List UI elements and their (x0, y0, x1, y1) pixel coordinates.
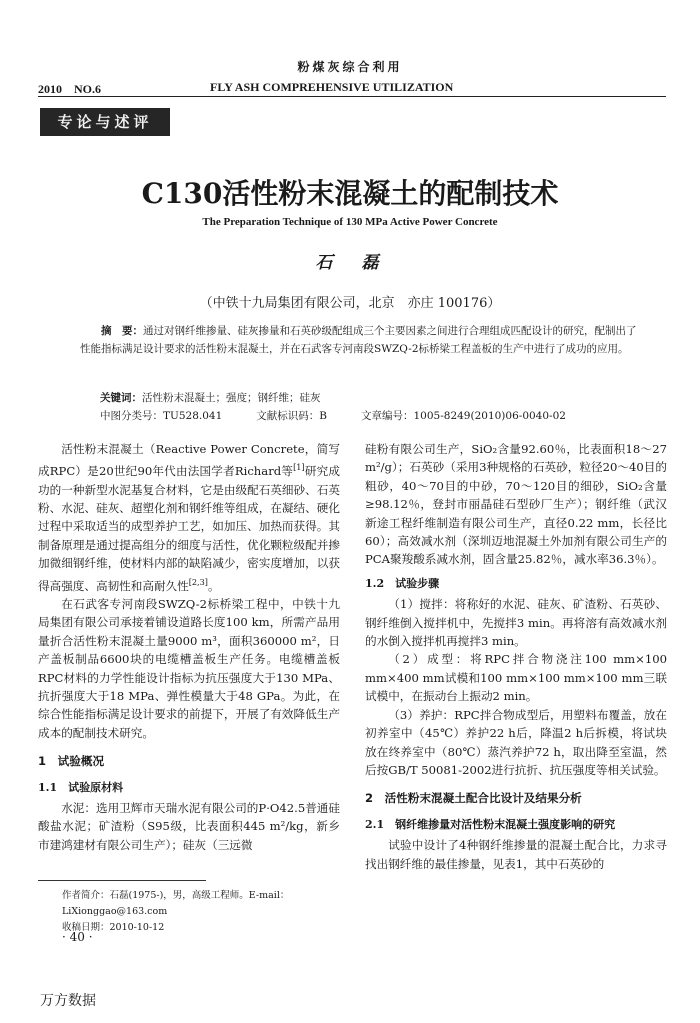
project-paragraph: 在石武客专河南段SWZQ-2标桥梁工程中，中铁十九局集团有限公司承接着铺设道路长度100 km，所需产品用量折合活性粉末混凝土量9000 m³，面积360000 m²，日产盖板制品6600块的电缆槽盖板生产任务。电缆槽盖板RPC材料的力学性能设计指标为抗压强度大于130 MPa、抗折强度大于18 MPa、弹性模量大于48 GPa。为此，在综合性能指标满足设计要求的前提下，开展了有效降低生产成本的配制技术研究。 (38, 596, 340, 740)
article-number: 文章编号：1005-8249(2010)06-0040-02 (361, 410, 566, 422)
fiber-study-paragraph: 试验中设计了4种钢纤维掺量的混凝土配合比，力求寻找出钢纤维的最佳掺量，见表1，其中石英砂的 (365, 838, 667, 871)
left-column (38, 440, 340, 854)
intro-paragraph: 活性粉末混凝土（Reactive Power Concrete，简写成RPC）是20世纪90年代由法国学者Richard等[1]研究成功的一种新型水泥基复合材料，它是由级配石英细砂、石英粉、水泥、硅灰、超塑化剂和钢纤维等组成，在凝结、硬化过程中采取适当的成型养护工艺，如加压、加热而获得。其制备原理是通过提高组分的细度与活性，优化颗粒级配并掺加微细钢纤维，使材料内部的缺陷减少，密实度增加，以获得高强度、高韧性和高耐久性[2,3]。 (38, 442, 340, 593)
affiliation: （中铁十九局集团有限公司，北京 亦庄 100176） (199, 296, 501, 311)
article-title: C130活性粉末混凝土的配制技术 (141, 177, 559, 210)
footnote-rule (38, 880, 206, 881)
page-number: · 40 · (62, 930, 93, 944)
materials-continued: 硅粉有限公司生产，SiO₂含量92.60％，比表面积18～27 m²/g）；石英砂（采用3种规格的石英砂，粒径20～40目的粗砂，40～70目的中砂，70～120目的细砂，SiO₂含量≥98.12％，登封市丽晶硅石型砂厂生产）；钢纤维（武汉新途工程纤维制造有限公司生产，直径0.22 mm，长径比60）；高效减水剂（深圳迈地混凝土外加剂有限公司生产的PCA聚羧酸系减水剂，固含量25.82％，减水率36.3％）。 (365, 442, 667, 567)
article-title-en: The Preparation Technique of 130 MPa Active Power Concrete (202, 216, 498, 228)
step-molding: （2）成型：将RPC拌合物浇注100 mm×100 mm×400 mm试模和100 mm×100 mm×100 mm三联试模中，在振动台上振动2 min。 (365, 652, 667, 704)
section-heading-2: 2 活性粉末混凝土配合比设计及结果分析 (365, 791, 582, 806)
section-heading-1: 1 试验概况 (38, 754, 105, 769)
journal-title-en: FLY ASH COMPREHENSIVE UTILIZATION (210, 80, 454, 94)
keywords-label: 关键词： (100, 392, 142, 404)
abstract-text: 通过对钢纤维掺量、硅灰掺量和石英砂级配组成三个主要因素之间进行合理组成匹配设计的研究，配制出了性能指标满足设计要求的活性粉末混凝土，并在石武客专河南段SWZQ-2标桥梁工程盖板的生产中进行了成功的应用。 (80, 325, 637, 355)
step-curing: （3）养护：RPC拌合物成型后，用塑料布覆盖，放在初养室中（45℃）养护22 h后，降温2 h后拆模，将试块放在终养室中（80℃）蒸汽养护72 h，取出降至室温，然后按GB/T 50081-2002进行抗折、抗压强度等相关试验。 (365, 707, 667, 777)
materials-paragraph: 水泥：选用卫辉市天瑞水泥有限公司的P·O42.5普通硅酸盐水泥；矿渣粉（S95级，比表面积445 m²/kg，新乡市建鸿建材有限公司生产）；硅灰（三远微 (38, 801, 340, 852)
section-tag: 专论与述评 (40, 108, 170, 136)
classification-line (100, 408, 600, 423)
clc-number: 中图分类号：TU528.041 (100, 410, 223, 422)
footnote (62, 888, 362, 936)
citation-2-3: [2,3] (188, 576, 208, 587)
citation-1: [1] (293, 462, 305, 473)
received-date: 收稿日期：2010-10-12 (62, 922, 165, 933)
subsection-heading-1-2: 1.2 试验步骤 (365, 576, 440, 590)
author-note: 作者简介：石磊(1975-)，男，高级工程师。E-mail：LiXionggao@163.com (62, 890, 290, 917)
document-code: 文献标识码：B (256, 410, 327, 422)
keywords-text: 活性粉末混凝土；强度；钢纤维；硅灰 (142, 392, 321, 404)
abstract-label: 摘 要： (101, 325, 143, 337)
watermark: 万方数据 (40, 993, 96, 1009)
abstract (80, 322, 644, 358)
issue-number: 2010 NO.6 (38, 82, 102, 96)
header-rule (38, 96, 666, 97)
subsection-heading-2-1: 2.1 钢纤维掺量对活性粉末混凝土强度影响的研究 (365, 817, 616, 831)
step-mixing: （1）搅拌：将称好的水泥、硅灰、矿渣粉、石英砂、钢纤维倒入搅拌机中，先搅拌3 min。再将溶有高效减水剂的水倒入搅拌机再搅拌3 min。 (365, 597, 667, 649)
right-column (365, 440, 667, 873)
journal-title-cn: 粉煤灰综合利用 (297, 60, 403, 74)
subsection-heading-1-1: 1.1 试验原材料 (38, 780, 124, 794)
keywords (100, 390, 321, 405)
author: 石 磊 (315, 253, 385, 273)
